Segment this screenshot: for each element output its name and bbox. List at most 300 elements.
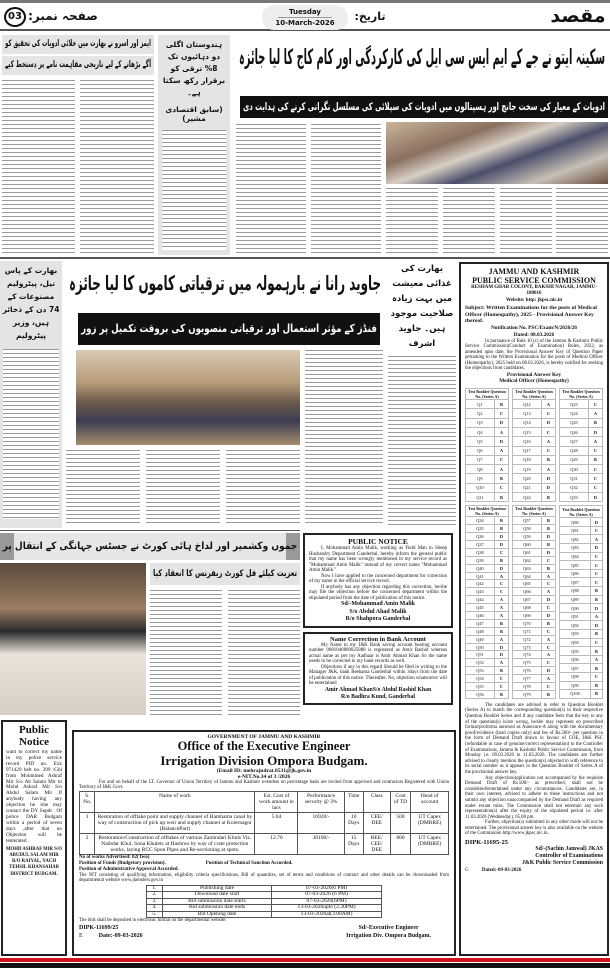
answer-key-row <box>466 548 509 556</box>
tender-title-1: Office of the Executive Engineer <box>177 739 351 753</box>
answer-key-row <box>513 533 556 541</box>
question-number: Q54 <box>466 675 495 683</box>
answer-option: B <box>541 525 555 533</box>
baramulla-subheadline-bar <box>78 313 380 345</box>
public-notice-ashraf-mir <box>1 720 67 956</box>
corner-mark: G <box>465 868 469 874</box>
answer-option: C <box>588 465 602 474</box>
question-number: Q59 <box>513 533 542 541</box>
growth-body <box>162 130 226 250</box>
question-number: Q68 <box>513 604 542 612</box>
schedule-cell: 07-03-2026(6 PM) <box>272 885 382 892</box>
answer-option: D <box>590 544 602 553</box>
tender-bids-note: The bids shall be deposited in electronic format on the departmental website. <box>79 918 227 924</box>
sign-2: R/o Badhra Kund, Ganderbal <box>340 693 416 700</box>
question-number: Q5 <box>466 437 495 446</box>
answer-key-row <box>466 525 509 533</box>
tender-column-header: S. No. <box>80 791 95 812</box>
schedule-cell: 3. <box>147 898 163 905</box>
answer-key-row <box>513 418 556 427</box>
jkpsc-intro: In pursuance of Rule 10 (c) of the Jammu & Kashmir Public Service Commission(Conduct of Examination) Rules, 2022, as amended upto date, the Provisional Answer Key of Question Paper pertaining to the Written Examination for the posts of Medical Officer (Homeopathy), 2025 held on 08.03.2026, is hereby notified for seeking the objections from candidates. <box>465 338 603 372</box>
question-number: Q10 <box>466 483 495 492</box>
schedule-cell: 4. <box>147 905 163 912</box>
baramulla-subheadline: فنڈز کے مؤثر استعمال اور ترقیاتی منصوبوں کی بروقت تکمیل پر زور <box>81 322 377 335</box>
answer-option: C <box>590 552 602 561</box>
tender-gov: GOVERNMENT OF JAMMU AND KASHMIR <box>207 734 321 740</box>
answer-key-row <box>466 596 509 604</box>
answer-option: C <box>541 627 555 635</box>
answer-key-row <box>560 569 603 578</box>
question-number: Q53 <box>466 667 495 675</box>
jkpsc-key-title <box>465 372 603 384</box>
answer-key-row <box>513 483 556 492</box>
lead-body-column <box>443 188 495 254</box>
question-number: Q66 <box>513 588 542 596</box>
question-number: Q23 <box>560 400 589 409</box>
answer-option: B <box>590 681 602 690</box>
date: 10-March-2026 <box>275 19 335 27</box>
left-notice-body: want to correct my name in my police service record PID no. Exk 971429 belt no. 399 /Gbl from Mohmmed Ashraf Mir S/o Ab Salam Mir to Mohd Ashraf Mir S/o Abdul Salam Mir If anybody having any objection he /she may contact the DY Supdt . Of police DAR Budgam within a period of seven days ,after that no Objection will be tenterated . <box>6 749 62 844</box>
answer-option: C <box>541 409 555 418</box>
technical-position: Position of Technical Sanction Accorded. <box>205 860 293 866</box>
court-body <box>150 590 222 715</box>
answer-key-row <box>466 517 509 525</box>
schedule-cell: 2. <box>147 892 163 899</box>
question-number: Q65 <box>513 580 542 588</box>
jkpsc-date-line <box>465 868 603 873</box>
petroleum-headline: بھارت کے پاس تیل، پیٹرولیم مصنوعات کے 74 دن کے ذخائر ہیں، وزیر پیٹرولیم <box>2 266 60 340</box>
question-number: Q18 <box>513 455 542 464</box>
answer-key-row <box>560 483 603 492</box>
tender-cell: 10 Days <box>344 812 363 833</box>
answer-key-block-2 <box>465 505 603 698</box>
question-number: Q31 <box>560 474 589 483</box>
answer-key-row <box>466 588 509 596</box>
answer-key-header: Test Booklet Question No. (Series A) <box>513 389 556 400</box>
tender-cell: 800 <box>390 833 411 854</box>
notice-body-3: If anybody has any objection regarding this correction, he/she may file the objection before the concerned department within the stipulated period from the date of publication of this notice. <box>309 584 447 601</box>
tender-cell: 38100/- <box>298 833 344 854</box>
question-number: Q94 <box>560 638 591 647</box>
schedule-cell: Bid submission date starts <box>162 898 271 905</box>
answer-option: B <box>541 541 555 549</box>
answer-key-row <box>466 564 509 572</box>
answer-option: A <box>541 572 555 580</box>
question-number: Q13 <box>513 409 542 418</box>
answer-option: B <box>541 455 555 464</box>
question-number: Q1 <box>466 400 495 409</box>
lead-body-column <box>556 188 608 254</box>
tender-cell: 15 Days <box>344 833 363 854</box>
answer-key-block-1 <box>465 388 603 502</box>
question-number: Q50 <box>466 643 495 651</box>
answer-option: A <box>494 596 508 604</box>
answer-key-row <box>513 493 556 502</box>
question-number: Q4 <box>466 427 495 436</box>
tender-row <box>80 812 449 833</box>
tender-footer <box>79 924 449 940</box>
answer-option: B <box>590 595 602 604</box>
baramulla-body <box>305 350 383 526</box>
answer-key-row <box>466 533 509 541</box>
answer-key-row <box>513 612 556 620</box>
tender-cell: UT Capex (DMRRE) <box>411 833 449 854</box>
jkpsc-website: Website: http: jkpsc.nic.in <box>505 298 563 303</box>
question-number: Q45 <box>466 604 495 612</box>
answer-option: A <box>541 588 555 596</box>
tender-column-header: Time <box>344 791 363 812</box>
correction-body-1: My Name in my J&K Bank saving account bearing account number 0081040800025880 is registered as Amir Rashid whereas actual name as per my Aadhaar is Amir Ahmad Khan So the name needs to be corrected in my bank records as well. <box>309 642 447 664</box>
answer-option: C <box>541 427 555 436</box>
lead-body-column <box>386 188 438 254</box>
answer-option: A <box>588 409 602 418</box>
answer-option: B <box>494 690 508 698</box>
top-left-headline-2-box <box>2 56 154 75</box>
tender-column-header: Name of work <box>95 791 255 812</box>
admin-position: Position of Administrative Approval Accorded. <box>79 866 179 872</box>
sign-1: Amir Ahmad KhanS/o Abdul Rashid Khan <box>324 686 432 693</box>
question-number: Q6 <box>466 446 495 455</box>
question-number: Q34 <box>466 517 495 525</box>
answer-key-row <box>513 667 556 675</box>
answer-key-header: Test Booklet Question No. (Series A) <box>560 389 603 400</box>
question-number: Q47 <box>466 619 495 627</box>
jkpsc-para-2: Any objection/application not accompanied by the requisite Demand Draft of Rs.500/- as prescribed, shall not be considered/entertained under any circumstances. Candidates are, in their own interest, advised to adhere to these instructions and not submit any objection unaccompanied by the Demand Draft as required under extant rules. The Commission shall not entertain any such representation(s) after the expiry of the stipulated period i.e. after 11.03.2026 (Wednesday), 05.00 pm. <box>465 775 603 820</box>
answer-option: B <box>541 619 555 627</box>
answer-option: D <box>588 427 602 436</box>
tender-date: Date:-09-03-2026 <box>98 933 143 940</box>
question-number: Q38 <box>466 548 495 556</box>
schedule-cell: Publishing date <box>162 885 271 892</box>
question-number: Q91 <box>560 612 591 621</box>
question-number: Q35 <box>466 525 495 533</box>
tender-sign-2: Irrigation Div. Ompora Budgam. <box>346 933 431 940</box>
divider <box>0 530 300 531</box>
schedule-cell: 07-03-2026(6PM) <box>272 898 382 905</box>
tender-dipk: DIPK-11699/25 <box>79 925 119 932</box>
answer-option: D <box>541 612 555 620</box>
baramulla-headline-box <box>66 268 384 302</box>
correction-body-2: Objectinos if any in this regard Should be filed in writing to the Manager J&K, bank Beehama Ganderbal within 3days from the date of publication of this notice. Thereafter. No, objection whatsoever will be entertained <box>309 664 447 686</box>
answer-key-row <box>560 493 603 502</box>
question-number: Q40 <box>466 564 495 572</box>
question-number: Q36 <box>466 533 495 541</box>
answer-option: A <box>590 655 602 664</box>
left-notice-signature: MOHD ASHRAF MIR S/O ABUDUL SALAM MIR R/O RAIYAL, YACH TEHSIL KHANSAHAB DISTRICT BUDGAM. <box>6 846 62 877</box>
answer-key-row <box>513 556 556 564</box>
question-number: Q88 <box>560 587 591 596</box>
tender-column-header: Head of account <box>411 791 449 812</box>
jkpsc-para-3: Further, objection(s) submitted in any other mode will not be entertained. The provisional answer key is also available on the website of the Commission http://www.jkpsc.nic.in. <box>465 820 603 837</box>
answer-option: D <box>494 541 508 549</box>
question-number: Q9 <box>466 474 495 483</box>
jkpsc-para-1: The candidates are advised to refer to Question Booklet (Series A) to match the corresponding question(s) in their respective Question Booklet Series and if any candidate feels that the key to any of the question(s) is/are wrong, he/she may represent on prescribed format/proforma annexed as Annexure-A along with the documentary proof/evidence (hard copies only) and fee of Rs.500/- per question in the form of Demand Draft drawn in favour of COE, J&K PSC (refundable in case of genuine/correct representation) to the Controller of Examinations, Jammu & Kashmir Public Service Commission, from Monday i.e. 09.03.2026 to 11.03.2026. The candidates are further advised to clearly mention the question(s) objected to with reference to its serial number as it appears in the Question Booklet of Series A of the provisional answer key. <box>465 702 603 775</box>
answer-key-row <box>513 643 556 651</box>
answer-option: A <box>541 400 555 409</box>
tender-cell: 16920/- <box>298 812 344 833</box>
answer-key-row <box>560 595 603 604</box>
answer-option: C <box>541 659 555 667</box>
question-number: Q81 <box>560 526 591 535</box>
answer-key-row <box>513 651 556 659</box>
growth-story-panel <box>158 35 230 255</box>
answer-key-row <box>560 587 603 596</box>
page-label: صفحہ نمبر: <box>28 9 98 23</box>
answer-option: A <box>541 675 555 683</box>
answer-key-row <box>513 474 556 483</box>
answer-option: D <box>541 667 555 675</box>
answer-option: C <box>541 446 555 455</box>
court-subheadline: تعزیت کیلئے فل کورٹ ریفرنس کا انعقاد کیا <box>152 569 298 579</box>
answer-option: C <box>541 604 555 612</box>
question-number: Q11 <box>466 493 495 502</box>
schedule-row <box>147 911 382 918</box>
top-left-headline-1-box <box>2 35 154 54</box>
question-number: Q48 <box>466 627 495 635</box>
question-number: Q78 <box>513 683 542 691</box>
question-number: Q43 <box>466 588 495 596</box>
answer-key-table <box>512 388 556 502</box>
question-number: Q87 <box>560 578 591 587</box>
answer-key-row <box>560 526 603 535</box>
answer-key-row <box>466 400 509 409</box>
answer-option: A <box>494 572 508 580</box>
tender-column-header: Performance security @ 3% <box>298 791 344 812</box>
question-number: Q60 <box>513 541 542 549</box>
answer-key-row <box>466 659 509 667</box>
lead-headline-box <box>236 42 608 76</box>
answer-option: B <box>494 400 508 409</box>
answer-key-row <box>466 643 509 651</box>
answer-option: A <box>494 427 508 436</box>
answer-key-header: Test Booklet Question No. (Series A) <box>513 506 556 517</box>
jkpsc-title-1: JAMMU AND KASHMIR <box>488 267 580 276</box>
correction-signature <box>309 687 447 701</box>
answer-option: C <box>494 675 508 683</box>
name-correction-notice <box>303 632 453 705</box>
notice-signature <box>309 601 447 624</box>
question-number: Q2 <box>466 409 495 418</box>
answer-key-row <box>513 541 556 549</box>
question-number: Q75 <box>513 659 542 667</box>
answer-key-row <box>560 518 603 527</box>
petroleum-body <box>3 349 59 519</box>
question-number: Q67 <box>513 596 542 604</box>
schedule-cell: 13-03-2026upto (2.30PM) <box>272 905 382 912</box>
question-number: Q61 <box>513 548 542 556</box>
question-number: Q7 <box>466 455 495 464</box>
answer-key-row <box>513 596 556 604</box>
answer-key-row <box>560 664 603 673</box>
answer-key-row <box>513 455 556 464</box>
answer-key-header: Test Booklet Question No. (Series A) <box>560 506 603 518</box>
jkpsc-signature <box>465 846 603 867</box>
answer-key-header: Test Booklet Question No. (Series A) <box>466 389 509 400</box>
question-number: Q52 <box>466 659 495 667</box>
answer-option: C <box>541 643 555 651</box>
date-pill <box>262 5 348 30</box>
question-number: Q96 <box>560 655 591 664</box>
question-number: Q32 <box>560 483 589 492</box>
answer-option: A <box>541 437 555 446</box>
correction-title: Name Correction in Bank Account <box>330 635 426 643</box>
tender-cell: UT Capex (DMRRE) <box>411 812 449 833</box>
jkpsc-title <box>465 267 603 285</box>
answer-option: A <box>494 612 508 620</box>
answer-key-row <box>513 619 556 627</box>
answer-key-row <box>560 437 603 446</box>
growth-headline: ہندوستان اگلی دو دہائیوں تک 8% ترقی کو برقرار رکھ سکتا ہے۔ <box>162 40 226 97</box>
answer-key-row <box>466 493 509 502</box>
schedule-cell: Bid Opening date <box>162 911 271 918</box>
answer-key-table <box>559 388 603 502</box>
answer-key-row <box>560 630 603 639</box>
tender-cell: 5.64 <box>255 812 298 833</box>
question-number: Q44 <box>466 596 495 604</box>
answer-key-row <box>513 446 556 455</box>
question-number: Q33 <box>560 493 589 502</box>
answer-option: D <box>494 564 508 572</box>
answer-key-row <box>466 675 509 683</box>
left-notice-title: Public Notice <box>19 724 49 748</box>
lead-body-column <box>236 124 306 254</box>
question-number: Q16 <box>513 437 542 446</box>
question-number: Q84 <box>560 552 591 561</box>
answer-option: C <box>590 672 602 681</box>
notices-column <box>303 533 453 705</box>
answer-option: A <box>541 465 555 474</box>
question-number: Q64 <box>513 572 542 580</box>
answer-key-row <box>466 474 509 483</box>
question-number: Q49 <box>466 635 495 643</box>
answer-key-row <box>466 465 509 474</box>
day: Tuesday <box>278 7 332 18</box>
answer-option: B <box>494 627 508 635</box>
answer-option: C <box>590 526 602 535</box>
answer-key-row <box>560 561 603 570</box>
question-number: Q39 <box>466 556 495 564</box>
question-number: Q8 <box>466 465 495 474</box>
sign-1: Sd/-Mohammad Amin Malik <box>340 601 415 607</box>
answer-key-row <box>513 572 556 580</box>
question-number: Q69 <box>513 612 542 620</box>
question-number: Q89 <box>560 595 591 604</box>
answer-key-row <box>560 535 603 544</box>
tender-cell: 1 <box>80 812 95 833</box>
question-number: Q79 <box>513 690 542 698</box>
answer-option: B <box>541 493 555 502</box>
answer-option: B <box>494 474 508 483</box>
baramulla-photo <box>76 350 300 445</box>
answer-option: A <box>494 635 508 643</box>
answer-key-row <box>466 572 509 580</box>
answer-option: C <box>541 580 555 588</box>
answer-option: D <box>541 596 555 604</box>
question-number: Q42 <box>466 580 495 588</box>
sign-3: R/o Shahpora Ganderbal <box>345 616 411 622</box>
answer-key-row <box>513 525 556 533</box>
lead-headline: سکینہ ایتو نے جے کے ایم ایس سی ایل کی کارکردگی اور کام کاج کا لیا جائزہ <box>238 45 606 69</box>
answer-key-row <box>560 552 603 561</box>
notice-body-2: Now I have applied to the concerned department for correction of my name in the official service record. <box>309 573 447 584</box>
jkpsc-title-2: PUBLIC SERVICE COMMISSION <box>472 276 596 285</box>
tender-email: (Email ID: mehrajudrat.8531@jk.gov.in <box>216 768 312 774</box>
answer-key-row <box>513 427 556 436</box>
answer-option: C <box>494 455 508 464</box>
question-number: Q90 <box>560 604 591 613</box>
answer-key-table <box>559 505 603 698</box>
answer-option: C <box>494 588 508 596</box>
jkpsc-date: Dated:-09-03-2026 <box>481 868 522 874</box>
answer-key-row <box>466 690 509 698</box>
question-number: Q83 <box>560 544 591 553</box>
answer-option: A <box>494 604 508 612</box>
answer-option: C <box>494 409 508 418</box>
answer-key-row <box>560 427 603 436</box>
answer-option: C <box>588 483 602 492</box>
answer-option: B <box>494 667 508 675</box>
question-number: Q24 <box>560 409 589 418</box>
answer-key-row <box>466 604 509 612</box>
schedule-cell: 5. <box>147 911 163 918</box>
question-number: Q14 <box>513 418 542 427</box>
answer-key-row <box>560 638 603 647</box>
jkpsc-dipk: DIPK-11695-25 <box>465 839 508 847</box>
tender-cell: 500 <box>390 812 411 833</box>
answer-key-row <box>560 672 603 681</box>
question-number: Q92 <box>560 621 591 630</box>
answer-option: A <box>541 651 555 659</box>
answer-option: B <box>588 418 602 427</box>
sign-3: J&K Public Service Commission <box>522 860 603 867</box>
answer-key-row <box>466 667 509 675</box>
answer-key-row <box>560 418 603 427</box>
question-number: Q55 <box>466 683 495 691</box>
answer-option: B <box>590 587 602 596</box>
answer-key-row <box>513 683 556 691</box>
tender-cell: Restoration of offtake point and supply channel of Hamhama canal by way of construction of pick up weir and supply channel at Koiernagor (BalancePart) <box>95 812 255 833</box>
tender-works-count: No of works Advertised: 02(Two) <box>79 854 150 860</box>
answer-key-row <box>560 409 603 418</box>
question-number: Q85 <box>560 561 591 570</box>
answer-key-row <box>513 659 556 667</box>
answer-key-row <box>560 578 603 587</box>
answer-key-row <box>466 580 509 588</box>
tender-nit: e-NIT.No.34 of 3 /2026 <box>237 774 291 780</box>
answer-option: B <box>541 517 555 525</box>
court-headline-bar <box>0 533 300 560</box>
question-number: Q20 <box>513 474 542 483</box>
baramulla-headline: جاوید رانا نے بارہمولہ میں ترقیاتی کاموں کا لیا جائزہ <box>68 271 382 295</box>
answer-key-row <box>466 627 509 635</box>
answer-key-row <box>513 517 556 525</box>
question-number: Q21 <box>513 483 542 492</box>
answer-key-row <box>560 544 603 553</box>
jkpsc-subject: Subject: Written Examinations for the posts of Medical Officer (Homeopathy), 2025 - Provisional Answer Key thereof. <box>465 305 597 324</box>
answer-option: D <box>588 493 602 502</box>
tender-cell: Restoration/Construction of offtakes of various Zamindari Khuls Viz. Naibdar Khul, Sona Khuletc at Hashroo by way of crate protection works, laying RCC Spun Pipes and Re-sectioning at spots. <box>95 833 255 854</box>
question-number: Q58 <box>513 525 542 533</box>
answer-key-header: Test Booklet Question No. (Series A) <box>466 506 509 517</box>
answer-option: C <box>590 569 602 578</box>
question-number: Q12 <box>513 400 542 409</box>
question-number: Q37 <box>466 541 495 549</box>
answer-key-row <box>513 409 556 418</box>
answer-option: C <box>588 400 602 409</box>
answer-option: B <box>541 690 555 698</box>
jkpsc-notification: Notification No. PSC/Exam/N/2026/26 <box>490 324 578 331</box>
question-number: Q56 <box>466 690 495 698</box>
